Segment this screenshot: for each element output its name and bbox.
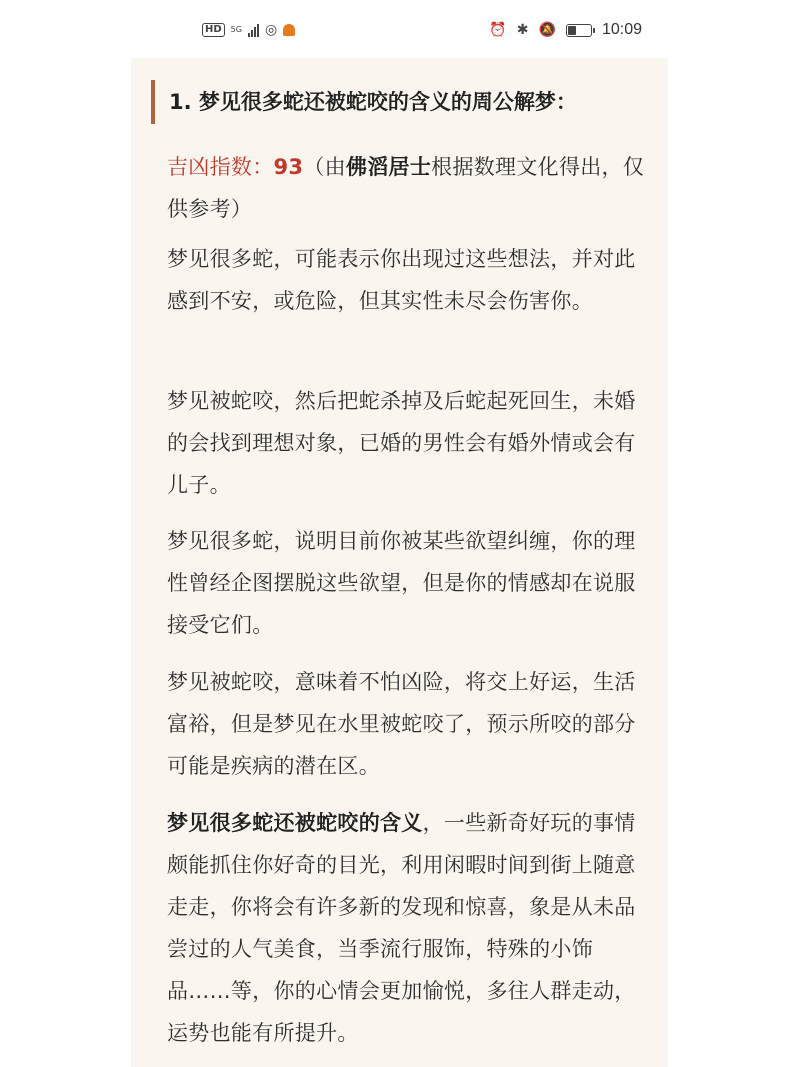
hotspot-icon: ◎	[264, 22, 278, 38]
score-paragraph	[167, 146, 647, 230]
hd-icon: HD	[202, 23, 225, 37]
battery-icon	[566, 24, 592, 37]
paragraph: 梦见很多蛇，说明目前你被某些欲望纠缠，你的理性曾经企图摆脱这些欲望，但是你的情感却在说服接受它们。	[167, 529, 636, 637]
final-bold-phrase: 梦见很多蛇还被蛇咬的含义	[167, 811, 423, 835]
score-label: 吉凶指数：	[167, 155, 274, 179]
status-bar	[131, 0, 668, 58]
clock: 10:09	[601, 21, 642, 38]
alarm-icon: ⏰	[489, 22, 507, 38]
final-paragraph	[167, 802, 647, 1054]
status-left-icons	[202, 20, 295, 40]
score-note-author: 佛滔居士	[345, 155, 432, 179]
network-type: 5G	[230, 25, 242, 34]
final-text: ，一些新奇好玩的事情颇能抓住你好奇的目光，利用闲暇时间到街上随意走走，你将会有许多新的发现和惊喜，象是从未品尝过的人气美食，当季流行服饰，特殊的小饰品……等，你的心情会更加愉悦，多往人群走动，运势也能有所提升。	[167, 811, 636, 1045]
phone-screen	[131, 0, 668, 1067]
paragraph: 梦见被蛇咬，然后把蛇杀掉及后蛇起死回生，未婚的会找到理想对象，已婚的男性会有婚外情或会有儿子。	[167, 389, 636, 497]
status-right-icons	[489, 20, 642, 40]
paragraph: 梦见很多蛇，可能表示你出现过这些想法，并对此感到不安，或危险，但其实性未尽会伤害你。	[167, 247, 636, 313]
paragraph: 梦见被蛇咬，意味着不怕凶险，将交上好运，生活富裕，但是梦见在水里被蛇咬了，预示所咬的部分可能是疾病的潜在区。	[167, 670, 636, 778]
article-heading: 1. 梦见很多蛇还被蛇咬的含义的周公解梦：	[151, 80, 651, 124]
score-note-suffix: 根据数理文化得出，仅供参考）	[167, 155, 645, 221]
bluetooth-icon: ✱	[516, 22, 529, 38]
score-note-prefix: （由	[303, 155, 346, 179]
signal-strength-icon	[248, 23, 259, 37]
app-notification-icon	[283, 24, 295, 36]
mute-icon: 🔕	[538, 22, 556, 38]
score-value: 93	[273, 155, 304, 179]
